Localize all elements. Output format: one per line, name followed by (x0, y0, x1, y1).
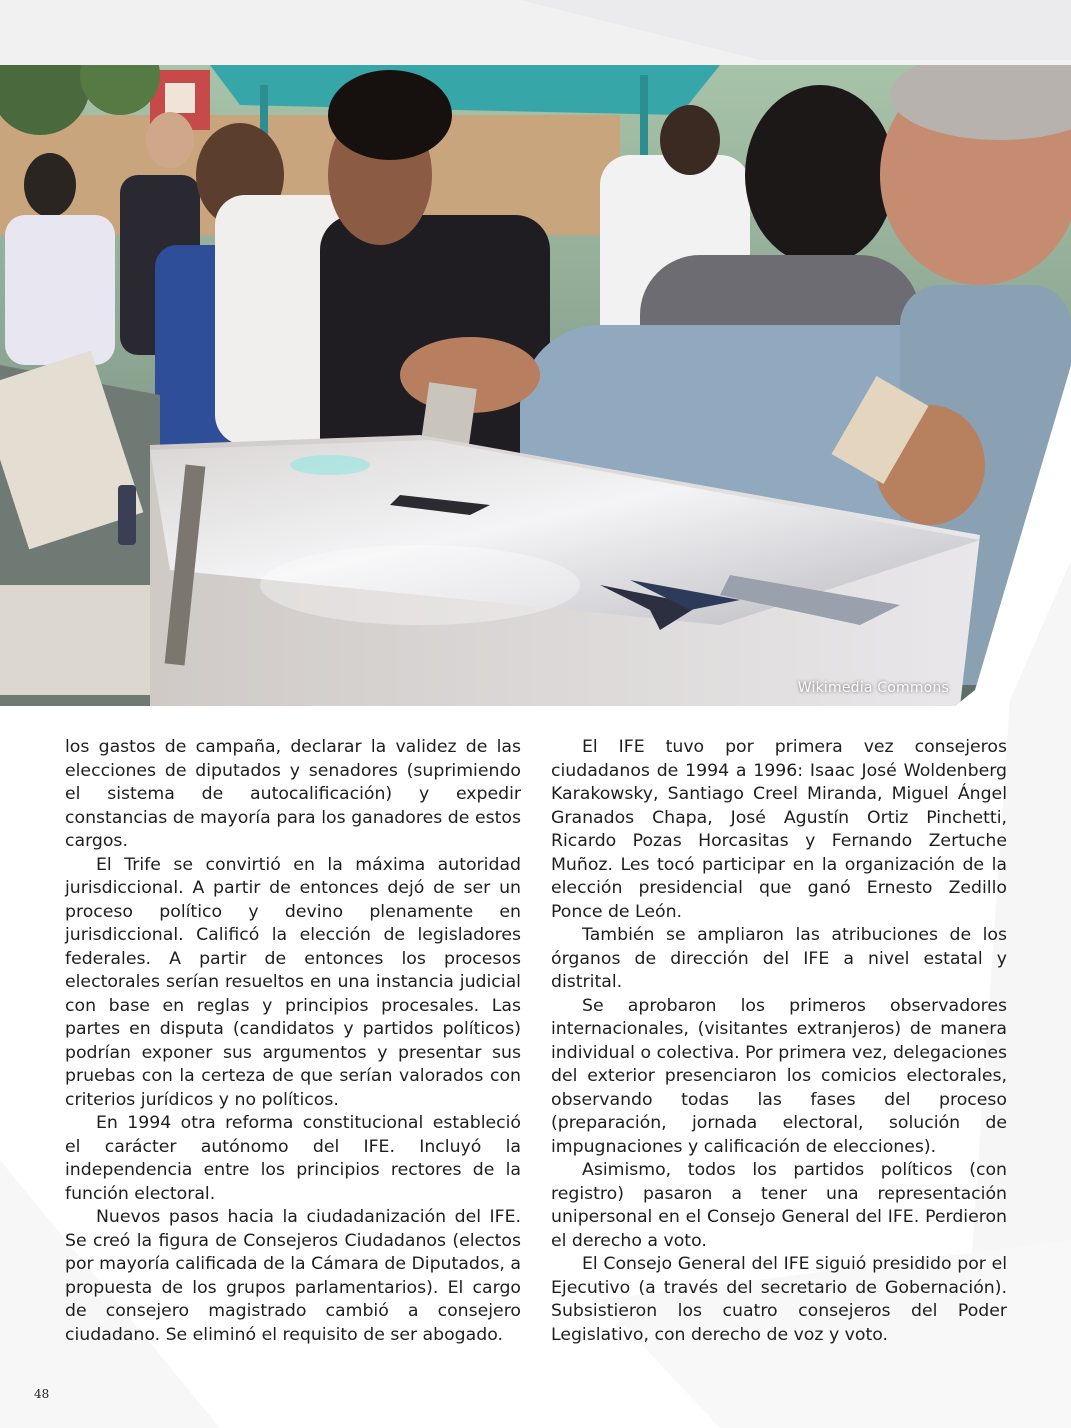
paragraph: Nuevos pasos hacia la ciudadanización del IFE. Se creó la figura de Consejeros Ciudadanos (electos por mayoría calificada de la Cámara de Diputados, a propuesta de los grupos parlamentarios). El cargo de consejero magistrado cambió a consejero ciudadano. Se eliminó el requisito de ser abogado. (65, 1207, 521, 1345)
paragraph: Asimismo, todos los partidos políticos (con registro) pasaron a tener una representación unipersonal en el Consejo General del IFE. Perdieron el derecho a voto. (551, 1160, 1007, 1251)
paragraph: También se ampliaron las atribuciones de los órganos de dirección del IFE a nivel estatal y distrital. (551, 925, 1007, 992)
paragraph: En 1994 otra reforma constitucional estableció el carácter autónomo del IFE. Incluyó la independencia entre los principios rectores de la función electoral. (65, 1113, 521, 1204)
page-number: 48 (34, 1387, 50, 1401)
photo-illustration (0, 65, 1071, 706)
paragraph: los gastos de campaña, declarar la validez de las elecciones de diputados y senadores (suprimiendo el sistema de autocalificación) y expedir constancias de mayoría para los ganadores de estos cargos. (65, 737, 521, 851)
right-text-column (551, 736, 1007, 1347)
paragraph: Se aprobaron los primeros observadores internacionales, (visitantes extranjeros) de manera individual o colectiva. Por primera vez, delegaciones del exterior presenciaron los comicios electorales, observando todas las fases del proceso (preparación, jornada electoral, solución de impugnaciones y calificación de elecciones). (551, 995, 1007, 1157)
paragraph: El Consejo General del IFE siguió presidido por el Ejecutivo (a través del secretario de Gobernación). Subsistieron los cuatro consejeros del Poder Legislativo, con derecho de voz y voto. (551, 1254, 1007, 1345)
photo-credit: Wikimedia Commons (797, 680, 949, 696)
paragraph: El Trife se convirtió en la máxima autoridad jurisdiccional. A partir de entonces dejó de ser un proceso político y devino plenamente en jurisdiccional. Calificó la elección de legisladores federales. A partir de entonces los procesos electorales serían resueltos en una instancia judicial con base en reglas y principios procesales. Las partes en disputa (candidatos y partidos políticos) podrían exponer sus argumentos y presentar sus pruebas con la certeza de que serían valorados con criterios jurídicos y no políticos. (65, 854, 521, 1110)
paragraph: El IFE tuvo por primera vez consejeros ciudadanos de 1994 a 1996: Isaac José Woldenberg Karakowsky, Santiago Creel Miranda, Miguel Ángel Granados Chapa, José Agustín Ortiz Pinchetti, Ricardo Pozas Horcasitas y Fernando Zertuche Muñoz. Les tocó participar en la organización de la elección presidencial que ganó Ernesto Zedillo Ponce de León. (551, 737, 1007, 922)
left-text-column (65, 736, 521, 1347)
ballot-box-photo (0, 65, 1071, 706)
